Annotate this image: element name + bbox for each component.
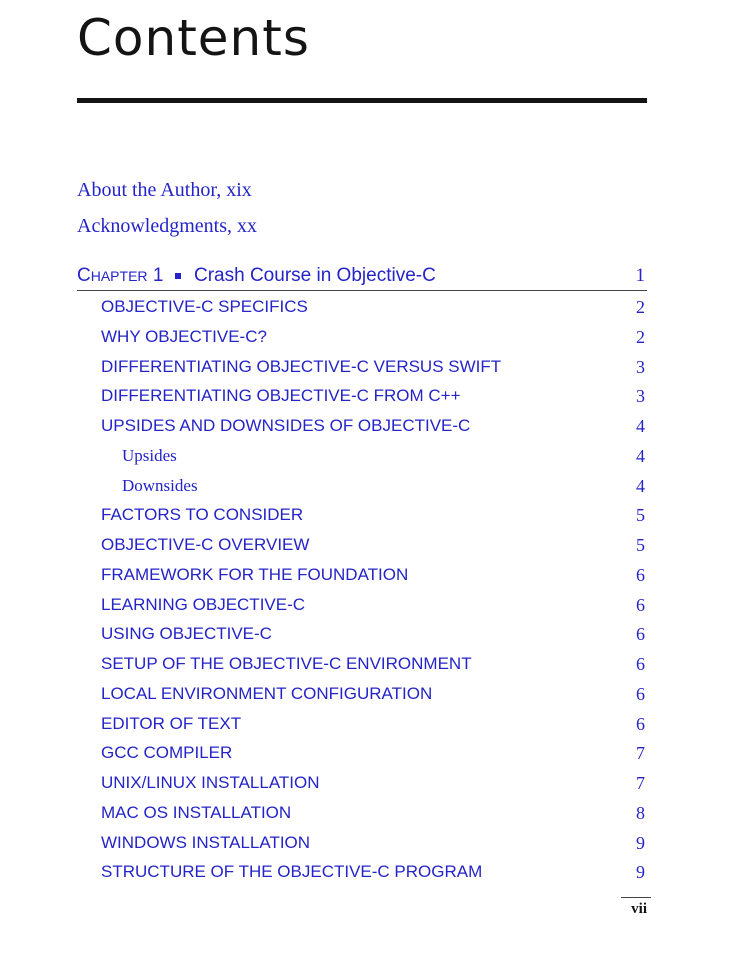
toc-entry-page-number: 8 (636, 803, 645, 823)
toc-entry-label: WHY OBJECTIVE-C? (101, 327, 267, 346)
toc-entry-page-number: 3 (636, 386, 645, 406)
toc-entry-page-number: 7 (636, 743, 645, 763)
chapter-number: 1 (152, 265, 164, 286)
toc-entry[interactable] (77, 861, 647, 883)
toc-entry[interactable] (77, 742, 647, 764)
toc-entry[interactable] (77, 653, 647, 675)
toc-entry-page-number: 9 (636, 862, 645, 882)
acknowledgments-link[interactable]: Acknowledgments, xx (77, 215, 257, 237)
toc-entry-label: DIFFERENTIATING OBJECTIVE-C VERSUS SWIFT (101, 357, 502, 376)
toc-entry-page-number: 4 (636, 476, 645, 496)
toc-entry-label: EDITOR OF TEXT (101, 714, 242, 733)
toc-entry-page-number: 3 (636, 357, 645, 377)
chapter-1-entry[interactable] (77, 262, 647, 291)
toc-entry[interactable] (77, 415, 647, 437)
chapter-title: Crash Course in Objective-C (194, 265, 436, 286)
toc-entry-label: UPSIDES AND DOWNSIDES OF OBJECTIVE-C (101, 416, 471, 435)
toc-entry[interactable] (77, 713, 647, 735)
about-the-author-link[interactable]: About the Author, xix (77, 179, 252, 201)
toc-entry[interactable] (77, 802, 647, 824)
toc-entry-page-number: 6 (636, 654, 645, 674)
toc-entry-label: FRAMEWORK FOR THE FOUNDATION (101, 565, 409, 584)
toc-entry-page-number: 2 (636, 327, 645, 347)
toc-entry-page-number: 5 (636, 535, 645, 555)
toc-entry[interactable] (77, 385, 647, 407)
toc-entry-label: MAC OS INSTALLATION (101, 803, 292, 822)
toc-entry-label: WINDOWS INSTALLATION (101, 833, 311, 852)
page-folio: vii (631, 901, 647, 917)
toc-entry[interactable] (77, 504, 647, 526)
toc-entry-label: DIFFERENTIATING OBJECTIVE-C FROM C++ (101, 386, 461, 405)
toc-entry[interactable] (77, 534, 647, 556)
toc-entry[interactable] (77, 832, 647, 854)
title-rule (77, 98, 647, 103)
toc-entry[interactable] (77, 475, 647, 497)
toc-entry-label: UNIX/LINUX INSTALLATION (101, 773, 320, 792)
toc-entry[interactable] (77, 683, 647, 705)
toc-entry-label: SETUP OF THE OBJECTIVE-C ENVIRONMENT (101, 654, 472, 673)
toc-entry-label: GCC COMPILER (101, 743, 233, 762)
folio-rule (621, 897, 651, 898)
toc-entry-page-number: 4 (636, 416, 645, 436)
toc-entry-label: USING OBJECTIVE-C (101, 624, 272, 643)
toc-entry-label: LOCAL ENVIRONMENT CONFIGURATION (101, 684, 433, 703)
square-bullet-icon (175, 273, 181, 279)
toc-entry-label: OBJECTIVE-C SPECIFICS (101, 297, 308, 316)
chapter-label (77, 264, 163, 288)
toc-entry-page-number: 6 (636, 595, 645, 615)
toc-entry-label: STRUCTURE OF THE OBJECTIVE-C PROGRAM (101, 862, 483, 881)
toc-entry-label: Downsides (122, 476, 198, 495)
toc-entry[interactable] (77, 594, 647, 616)
toc-entry[interactable] (77, 564, 647, 586)
toc-entry-page-number: 6 (636, 624, 645, 644)
toc-entry-label: Upsides (122, 446, 177, 465)
toc-entry-label: LEARNING OBJECTIVE-C (101, 595, 306, 614)
toc-entry-page-number: 7 (636, 773, 645, 793)
toc-entry[interactable] (77, 296, 647, 318)
toc-entry-page-number: 4 (636, 446, 645, 466)
toc-entry-page-number: 5 (636, 505, 645, 525)
toc-entry[interactable] (77, 445, 647, 467)
toc-entry-label: OBJECTIVE-C OVERVIEW (101, 535, 310, 554)
toc-entry[interactable] (77, 772, 647, 794)
page-title: Contents (77, 9, 310, 67)
toc-entry-page-number: 6 (636, 684, 645, 704)
toc-entry-page-number: 6 (636, 714, 645, 734)
toc-entry-page-number: 9 (636, 833, 645, 853)
toc-entry[interactable] (77, 356, 647, 378)
chapter-page-number: 1 (635, 265, 645, 286)
chapter-label-initial: C (77, 265, 91, 286)
toc-entry[interactable] (77, 623, 647, 645)
toc-entry-page-number: 6 (636, 565, 645, 585)
toc-entry-label: FACTORS TO CONSIDER (101, 505, 304, 524)
chapter-label-rest: HAPTER (90, 268, 148, 284)
toc-entry[interactable] (77, 326, 647, 348)
toc-entry-page-number: 2 (636, 297, 645, 317)
